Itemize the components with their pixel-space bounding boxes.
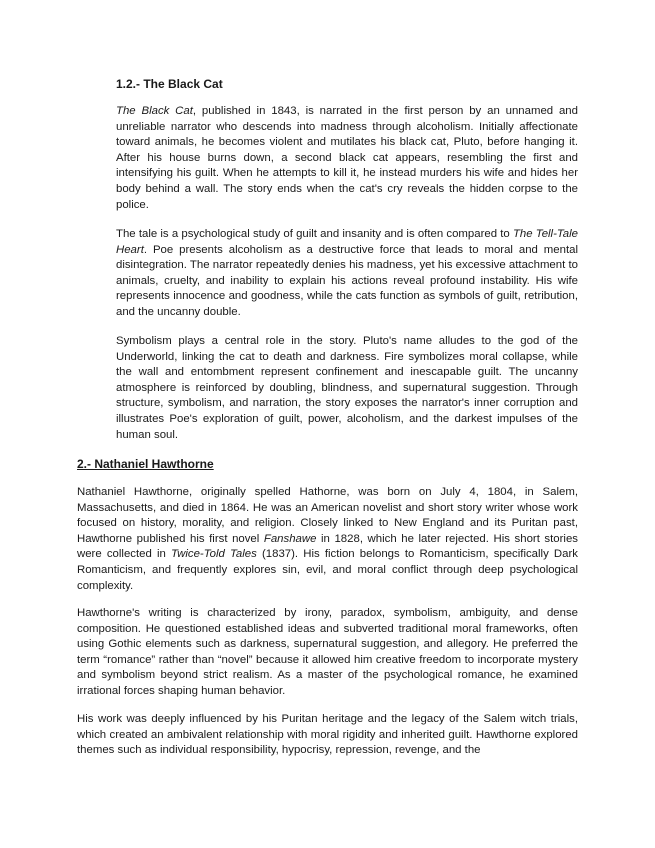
section-heading-hawthorne: 2.- Nathaniel Hawthorne <box>77 457 214 471</box>
paragraph-text: His work was deeply influenced by his Puritan heritage and the legacy of the Salem witch trials, which created an ambivalent relationship with moral rigidity and inherited guilt. Hawthorne explored themes such as individual responsibility, hypocrisy, repression, revenge, and the <box>77 713 578 757</box>
italic-title-tell-tale-heart: The Tell-Tale Heart <box>116 228 578 256</box>
paragraph-hawthorne-biography <box>77 485 578 594</box>
paragraph-text: . Poe presents alcoholism as a destructive force that leads to moral and mental disintegration. The narrator repeatedly denies his madness, yet his excessive attachment to animals, cruelty, and inability to explain his actions reveal profound instability. His wife represents innocence and goodness, while the cats function as symbols of guilt, retribution, and the uncanny double. <box>116 243 578 318</box>
paragraph-text: Hawthorne's writing is characterized by irony, paradox, symbolism, ambiguity, and dense composition. He questioned established ideas and subverted traditional moral frameworks, often using Gothic elements such as darkness, supernatural suggestion, and allegory. He preferred the term “romance” rather than “novel” because it allowed him creative freedom to incorporate mystery and symbolism beyond strict realism. As a master of the psychological romance, he examined irrational forces shaping human behavior. <box>77 607 578 697</box>
italic-title-fanshawe: Fanshawe <box>263 532 317 545</box>
paragraph-black-cat-symbolism <box>116 334 578 443</box>
paragraph-black-cat-psychology <box>116 227 578 321</box>
italic-title-twice-told-tales: Twice-Told Tales <box>171 548 257 561</box>
paragraph-text: Symbolism plays a central role in the story. Pluto's name alludes to the god of the Underworld, linking the cat to death and darkness. Fire symbolizes moral collapse, while the wall and entombment represent confinement and inescapable guilt. The uncanny atmosphere is reinforced by doubling, blindness, and supernatural suggestion. Through structure, symbolism, and narration, the story exposes the narrator's inner corruption and illustrates Poe's exploration of guilt, power, alcoholism, and the darkest impulses of the human soul. <box>116 335 578 441</box>
paragraph-text: (1837). His fiction belongs to Romanticism, specifically Dark Romanticism, and frequently explores sin, evil, and moral conflict through deep psychological complexity. <box>77 548 578 592</box>
paragraph-black-cat-summary <box>116 104 578 213</box>
italic-title-black-cat: The Black Cat <box>116 105 193 117</box>
paragraph-text: Nathaniel Hawthorne, originally spelled Hathorne, was born on July 4, 1804, in Salem, Massachusetts, and died in 1864. He was an American novelist and short story writer whose work focused on history, morality, and religion. Closely linked to New England and its Puritan past, Hawthorne published his first novel <box>77 486 578 545</box>
paragraph-hawthorne-style <box>77 606 578 700</box>
section-heading-black-cat: 1.2.- The Black Cat <box>116 77 223 91</box>
paragraph-text: The tale is a psychological study of guilt and insanity and is often compared to <box>116 228 513 240</box>
paragraph-text: in 1828, which he later rejected. His short stories were collected in <box>77 532 578 561</box>
paragraph-hawthorne-influences <box>77 712 578 759</box>
paragraph-text: , published in 1843, is narrated in the first person by an unnamed and unreliable narrator who descends into madness through alcoholism. Initially affectionate toward animals, he becomes violent and mutilates his black cat, Pluto, before hanging it. After his house burns down, a second black cat appears, resembling the first and intensifying his guilt. When he attempts to kill it, he instead murders his wife and hides her body behind a wall. The story ends when the cat's cry reveals the hidden corpse to the police. <box>116 105 578 211</box>
